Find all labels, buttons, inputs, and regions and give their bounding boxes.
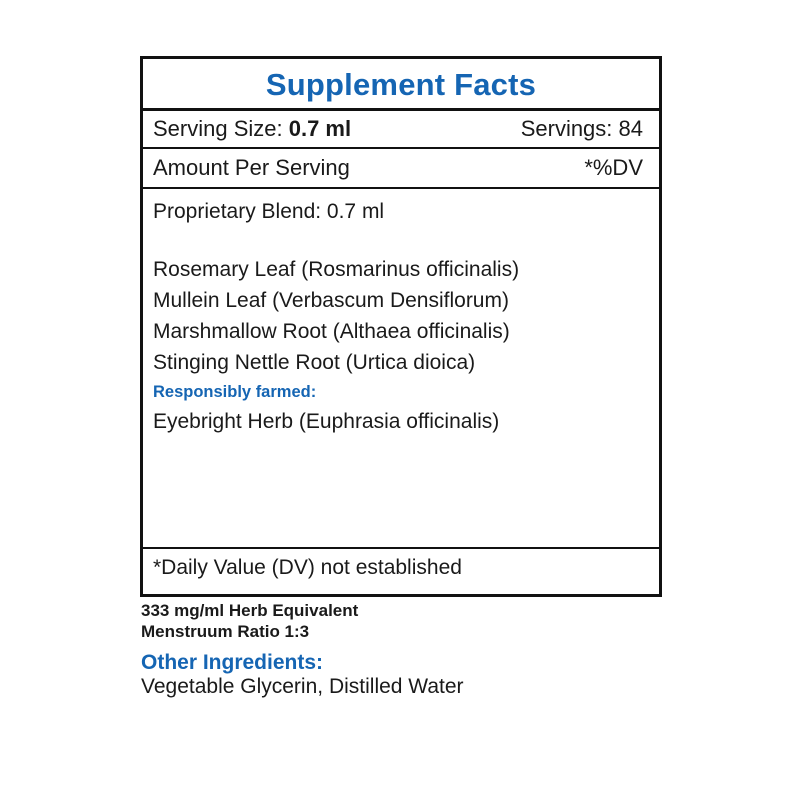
servings-count: Servings: 84 bbox=[520, 116, 643, 141]
serving-size-label: Serving Size: bbox=[153, 116, 289, 141]
below-panel-info bbox=[141, 600, 661, 700]
dv-header: *%DV bbox=[584, 155, 643, 180]
serving-size bbox=[153, 116, 351, 142]
ingredient-item: Rosemary Leaf (Rosmarinus officinalis) bbox=[153, 258, 520, 281]
menstruum-ratio: Menstruum Ratio 1:3 bbox=[141, 622, 310, 641]
dv-footnote: *Daily Value (DV) not established bbox=[143, 547, 659, 588]
proprietary-blend: Proprietary Blend: 0.7 ml bbox=[153, 200, 385, 223]
amount-header-row bbox=[143, 149, 659, 189]
supplement-facts-panel bbox=[140, 56, 662, 597]
serving-row bbox=[143, 111, 659, 149]
responsibly-farmed-heading: Responsibly farmed: bbox=[153, 383, 317, 401]
other-ingredients-list: Vegetable Glycerin, Distilled Water bbox=[141, 675, 464, 698]
ingredient-item: Marshmallow Root (Althaea officinalis) bbox=[153, 320, 510, 343]
serving-size-value: 0.7 ml bbox=[288, 116, 352, 141]
ingredient-item: Mullein Leaf (Verbascum Densiflorum) bbox=[153, 289, 509, 312]
farmed-ingredient-item: Eyebright Herb (Euphrasia officinalis) bbox=[153, 410, 500, 433]
amount-per-serving: Amount Per Serving bbox=[153, 155, 350, 180]
ingredient-item: Stinging Nettle Root (Urtica dioica) bbox=[153, 351, 476, 374]
other-ingredients-heading: Other Ingredients: bbox=[141, 651, 324, 674]
herb-equivalent: 333 mg/ml Herb Equivalent bbox=[141, 601, 359, 620]
facts-body bbox=[143, 189, 659, 547]
facts-title: Supplement Facts bbox=[143, 59, 659, 111]
